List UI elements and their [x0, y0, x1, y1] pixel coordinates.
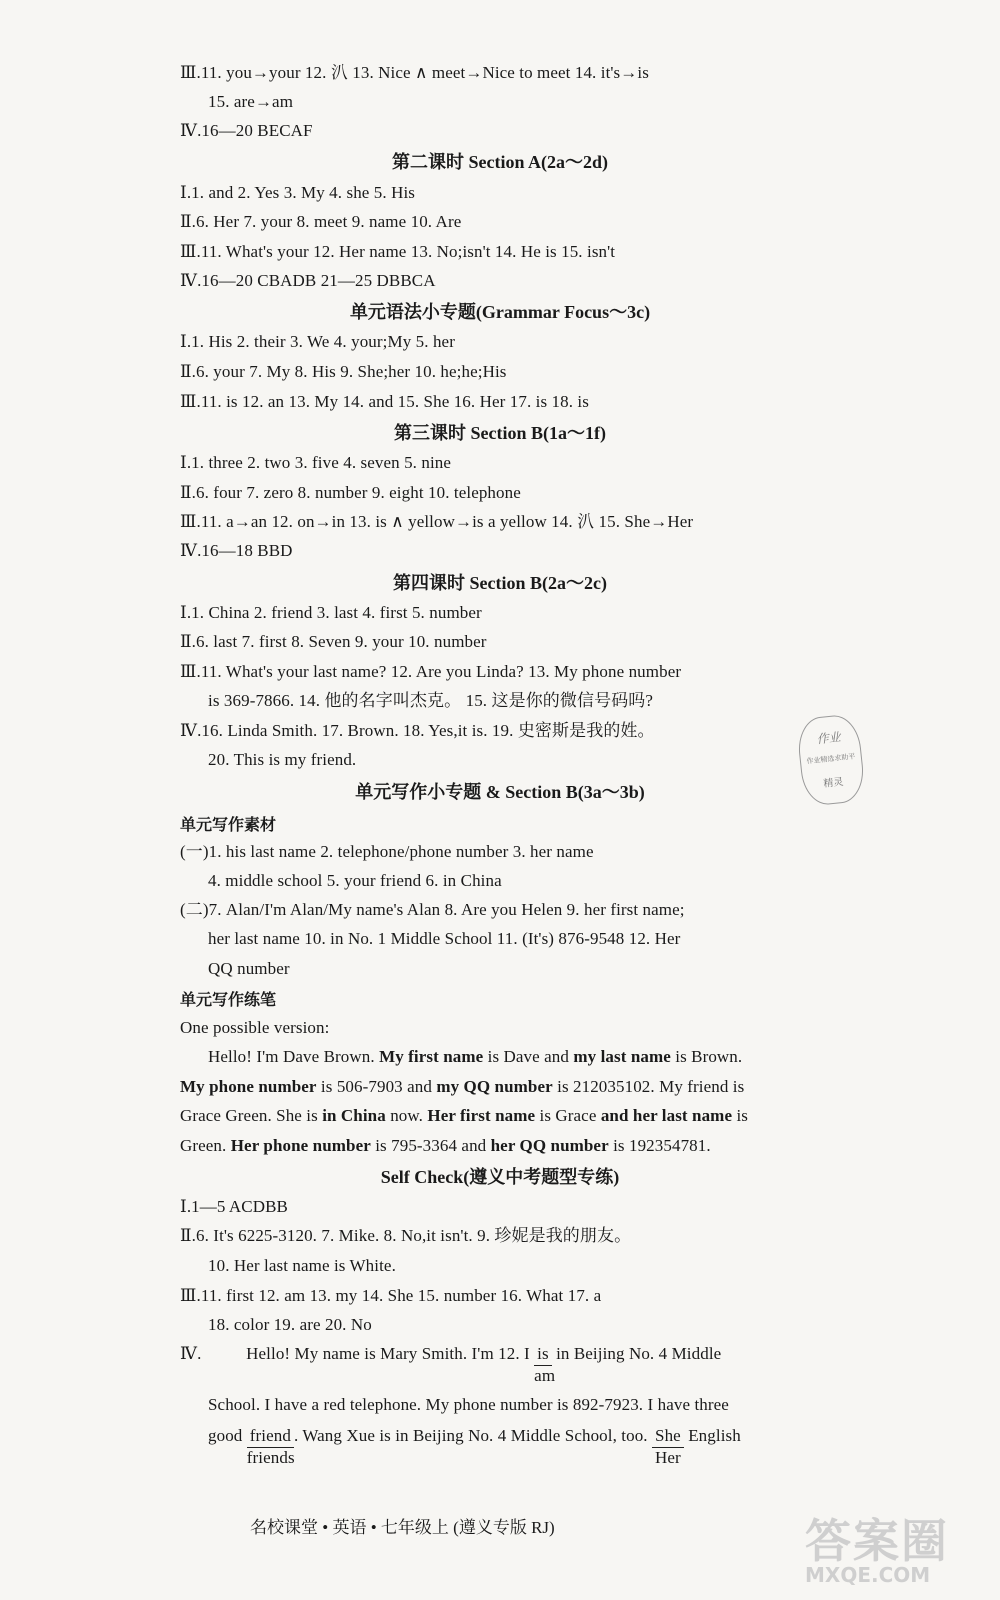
essay-text: is Dave and: [483, 1047, 574, 1066]
answer-line: 15. are→am: [208, 92, 294, 111]
essay-text: is 192354781.: [608, 1136, 711, 1155]
essay-key-phrase: her QQ number: [490, 1136, 609, 1155]
correction-mark: [652, 1425, 684, 1467]
section-heading: 第二课时 Section A(2a～2d): [392, 152, 608, 172]
answer-line: Ⅲ.11. a→an 12. on→in 13. is ∧ yellow→is a yellow 14. 汃 15. She→Her: [180, 512, 694, 531]
answer-line: Ⅳ.16—18 BBD: [180, 541, 293, 560]
answer-line: 20. This is my friend.: [208, 750, 357, 769]
essay-line: [180, 1105, 748, 1127]
wrong-word: friend: [247, 1425, 294, 1448]
passage-text: Hello! My name is Mary Smith. I'm 12. I: [246, 1344, 530, 1363]
answer-line: Ⅰ.1—5 ACDBB: [180, 1197, 288, 1216]
answer-line: Ⅰ.1. His 2. their 3. We 4. your;My 5. her: [180, 332, 455, 351]
essay-text: is 795-3364 and: [370, 1136, 491, 1155]
essay-text: Hello! I'm Dave Brown.: [208, 1047, 380, 1066]
essay-key-phrase: My first name: [379, 1047, 484, 1066]
part-label: Ⅳ.: [180, 1344, 202, 1363]
answer-line: Ⅱ.6. It's 6225-3120. 7. Mike. 8. No,it isn't. 9. 珍妮是我的朋友。: [180, 1226, 632, 1245]
essay-text: Green.: [180, 1136, 231, 1155]
essay-key-phrase: my QQ number: [436, 1077, 553, 1096]
watermark-logo: 答案圈 MXQE.COM: [805, 1514, 949, 1587]
essay-key-phrase: in China: [322, 1106, 386, 1125]
essay-key-phrase: My phone number: [180, 1077, 317, 1096]
correction-mark: [246, 1425, 295, 1467]
answer-line: Ⅲ.11. is 12. an 13. My 14. and 15. She 16. Her 17. is 18. is: [180, 392, 589, 411]
answer-line: Ⅰ.1. China 2. friend 3. last 4. first 5. number: [180, 603, 482, 622]
essay-text: is 506-7903 and: [316, 1077, 437, 1096]
answer-line: Ⅳ.16—20 BECAF: [180, 121, 313, 140]
correction-line: School. I have a red telephone. My phone number is 892-7923. I have three: [208, 1395, 729, 1414]
answer-line: Ⅱ.6. last 7. first 8. Seven 9. your 10. number: [180, 632, 487, 651]
correction-line: [208, 1425, 741, 1467]
section-heading: 单元语法小专题(Grammar Focus～3c): [349, 302, 651, 322]
answer-line: Ⅲ.11. first 12. am 13. my 14. She 15. number 16. What 17. a: [180, 1286, 602, 1305]
passage-text: English: [688, 1426, 741, 1445]
answer-line: her last name 10. in No. 1 Middle School 11. (It's) 876-9548 12. Her: [208, 929, 681, 948]
answer-line: 10. Her last name is White.: [208, 1256, 396, 1275]
subheading: 单元写作练笔: [180, 990, 277, 1009]
essay-key-phrase: my last name: [573, 1047, 671, 1066]
passage-text: good: [208, 1426, 243, 1445]
answer-line: Ⅰ.1. and 2. Yes 3. My 4. she 5. His: [180, 183, 416, 202]
wrong-word: is: [534, 1343, 552, 1366]
essay-text: is Brown.: [670, 1047, 743, 1066]
essay-key-phrase: Her phone number: [230, 1136, 371, 1155]
answer-line: Ⅲ.11. What's your last name? 12. Are you Linda? 13. My phone number: [180, 662, 682, 681]
passage-text: . Wang Xue is in Beijing No. 4 Middle School, too.: [293, 1426, 648, 1445]
section-heading: 单元写作小专题 & Section B(3a～3b): [355, 782, 645, 802]
fixed-word: friends: [246, 1448, 295, 1467]
answer-line: 18. color 19. are 20. No: [208, 1315, 372, 1334]
essay-text: is 212035102. My friend is: [552, 1077, 745, 1096]
answer-line: Ⅲ.11. you→your 12. 汃 13. Nice ∧ meet→Nice to meet 14. it's→is: [180, 63, 649, 82]
answer-line: 4. middle school 5. your friend 6. in China: [208, 871, 502, 890]
page-footer: 名校课堂 • 英语 • 七年级上 (遵义专版 RJ): [250, 1518, 555, 1537]
answer-line: Ⅱ.6. Her 7. your 8. meet 9. name 10. Are: [180, 212, 462, 231]
essay-key-phrase: and her last name: [600, 1106, 733, 1125]
essay-text: is Grace: [535, 1106, 601, 1125]
answer-line: (二)7. Alan/I'm Alan/My name's Alan 8. Are you Helen 9. her first name;: [180, 900, 685, 919]
fixed-word: Her: [655, 1448, 681, 1467]
correction-mark: [534, 1343, 556, 1385]
section-heading: 第三课时 Section B(1a～1f): [394, 423, 606, 443]
essay-text: Grace Green. She is: [180, 1106, 323, 1125]
answer-line: Ⅳ.16. Linda Smith. 17. Brown. 18. Yes,it is. 19. 史密斯是我的姓。: [180, 721, 655, 740]
essay-line: [180, 1076, 744, 1098]
passage-text: in Beijing No. 4 Middle: [556, 1344, 722, 1363]
answer-line: Ⅰ.1. three 2. two 3. five 4. seven 5. nine: [180, 453, 452, 472]
answer-line: is 369-7866. 14. 他的名字叫杰克。 15. 这是你的微信号码吗?: [208, 691, 654, 710]
wrong-word: She: [652, 1425, 684, 1448]
essay-intro: One possible version:: [180, 1018, 330, 1037]
fixed-word: am: [534, 1366, 556, 1385]
essay-text: is: [732, 1106, 748, 1125]
correction-line: [180, 1343, 722, 1385]
subheading: 单元写作素材: [180, 815, 277, 834]
answer-line: (一)1. his last name 2. telephone/phone number 3. her name: [180, 842, 594, 861]
answer-line: Ⅲ.11. What's your 12. Her name 13. No;isn't 14. He is 15. isn't: [180, 242, 616, 261]
section-heading: 第四课时 Section B(2a～2c): [393, 573, 607, 593]
essay-key-phrase: Her first name: [427, 1106, 536, 1125]
essay-text: now.: [385, 1106, 428, 1125]
answer-line: QQ number: [208, 959, 290, 978]
answer-line: Ⅱ.6. your 7. My 8. His 9. She;her 10. he;he;His: [180, 362, 507, 381]
answer-line: Ⅱ.6. four 7. zero 8. number 9. eight 10. telephone: [180, 483, 521, 502]
essay-line: [180, 1135, 711, 1157]
stamp-seal: 作业 作业精选求助平 精灵: [796, 713, 867, 807]
answer-line: Ⅳ.16—20 CBADB 21—25 DBBCA: [180, 271, 436, 290]
section-heading: Self Check(遵义中考题型专练): [380, 1167, 620, 1187]
essay-line: [208, 1046, 742, 1068]
